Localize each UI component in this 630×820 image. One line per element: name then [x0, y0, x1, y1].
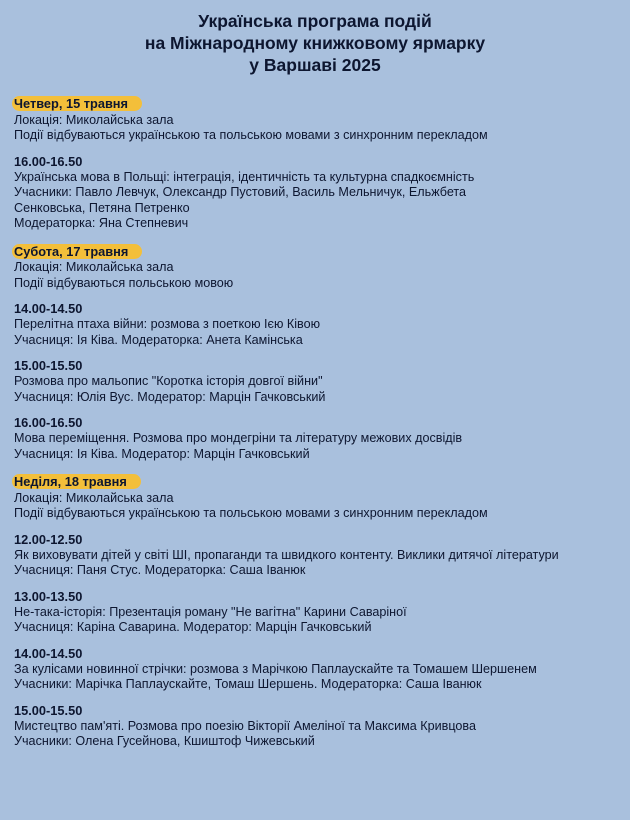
day-location: Локація: Миколайська зала: [14, 112, 174, 127]
event-time: 14.00-14.50: [14, 301, 83, 316]
event-participants: Учасниця: Юлія Вус. Модератор: Марцін Гачковський: [14, 389, 326, 404]
event: [14, 301, 630, 348]
event: [14, 154, 630, 232]
event-title: Мова переміщення. Розмова про мондегріни та літературу межових досвідів: [14, 431, 463, 445]
day-language-note: Події відбуваються польською мовою: [14, 275, 234, 290]
event-participants: Учасники: Олена Гусейнова, Кшиштоф Чижевський: [14, 734, 315, 748]
event-participants: Учасники: Павло Левчук, Олександр Пустовий, Василь Мельничук, Ельжбета Сенковська, Петяна Петренко: [14, 185, 467, 215]
day-header: Неділя, 18 травня: [12, 474, 141, 489]
event-time: 14.00-14.50: [14, 645, 83, 661]
event-time: 16.00-16.50: [14, 415, 83, 430]
event-title: Не-така-історія: Презентація роману "Не вагітна" Карини Саваріної: [14, 604, 407, 619]
day-header: Четвер, 15 травня: [12, 96, 142, 111]
day-header: Субота, 17 травня: [12, 244, 142, 259]
event: [14, 589, 630, 636]
program-content: [14, 96, 630, 750]
event-time: 15.00-15.50: [14, 358, 83, 373]
event: [14, 646, 630, 693]
event-participants: Учасниця: Паня Стус. Модераторка: Саша Іванюк: [14, 563, 306, 577]
event-participants: Учасниця: Ія Ківа. Модератор: Марцін Гачковський: [14, 446, 310, 461]
day-location: Локація: Миколайська зала: [14, 260, 174, 274]
page-title: [0, 8, 630, 76]
day-thursday: [14, 96, 630, 232]
event-participants: Учасники: Марічка Паплаускайте, Томаш Шершень. Модераторка: Саша Іванюк: [14, 677, 482, 691]
event: [14, 532, 630, 579]
event: [14, 358, 630, 405]
title-line-2: на Міжнародному книжковому ярмарку: [144, 33, 486, 53]
event-title: Як виховувати дітей у світі ШІ, пропаганди та швидкого контенту. Виклики дитячої літератури: [14, 547, 559, 562]
event: [14, 415, 630, 462]
event: [14, 703, 630, 750]
event-time: 16.00-16.50: [14, 153, 83, 169]
day-language-note: Події відбуваються українською та польською мовами з синхронним перекладом: [14, 506, 488, 520]
title-line-1: Українська програма подій: [198, 11, 432, 31]
event-time: 13.00-13.50: [14, 588, 83, 604]
event-moderator: Модераторка: Яна Степневич: [14, 216, 189, 230]
event-participants: Учасниця: Каріна Саварина. Модератор: Марцін Гачковський: [14, 620, 372, 634]
event-title: Розмова про мальопис "Коротка історія довгої війни": [14, 374, 323, 388]
event-time: 15.00-15.50: [14, 702, 83, 718]
title-line-3: у Варшаві 2025: [249, 55, 381, 75]
event-title: Українська мова в Польщі: інтеграція, ідентичність та культурна спадкоємність: [14, 169, 475, 184]
event-title: Мистецтво пам'яті. Розмова про поезію Вікторії Амеліної та Максима Кривцова: [14, 718, 476, 733]
day-saturday: [14, 244, 630, 463]
day-sunday: [14, 474, 630, 750]
event-title: Перелітна птаха війни: розмова з поеткою Ією Ківою: [14, 317, 321, 331]
event-time: 12.00-12.50: [14, 531, 83, 547]
day-language-note: Події відбуваються українською та польською мовами з синхронним перекладом: [14, 128, 488, 142]
event-participants: Учасниця: Ія Ківа. Модераторка: Анета Камінська: [14, 332, 303, 347]
day-location: Локація: Миколайська зала: [14, 490, 174, 505]
event-title: За кулісами новинної стрічки: розмова з Марічкою Паплаускайте та Томашем Шершенем: [14, 661, 537, 676]
